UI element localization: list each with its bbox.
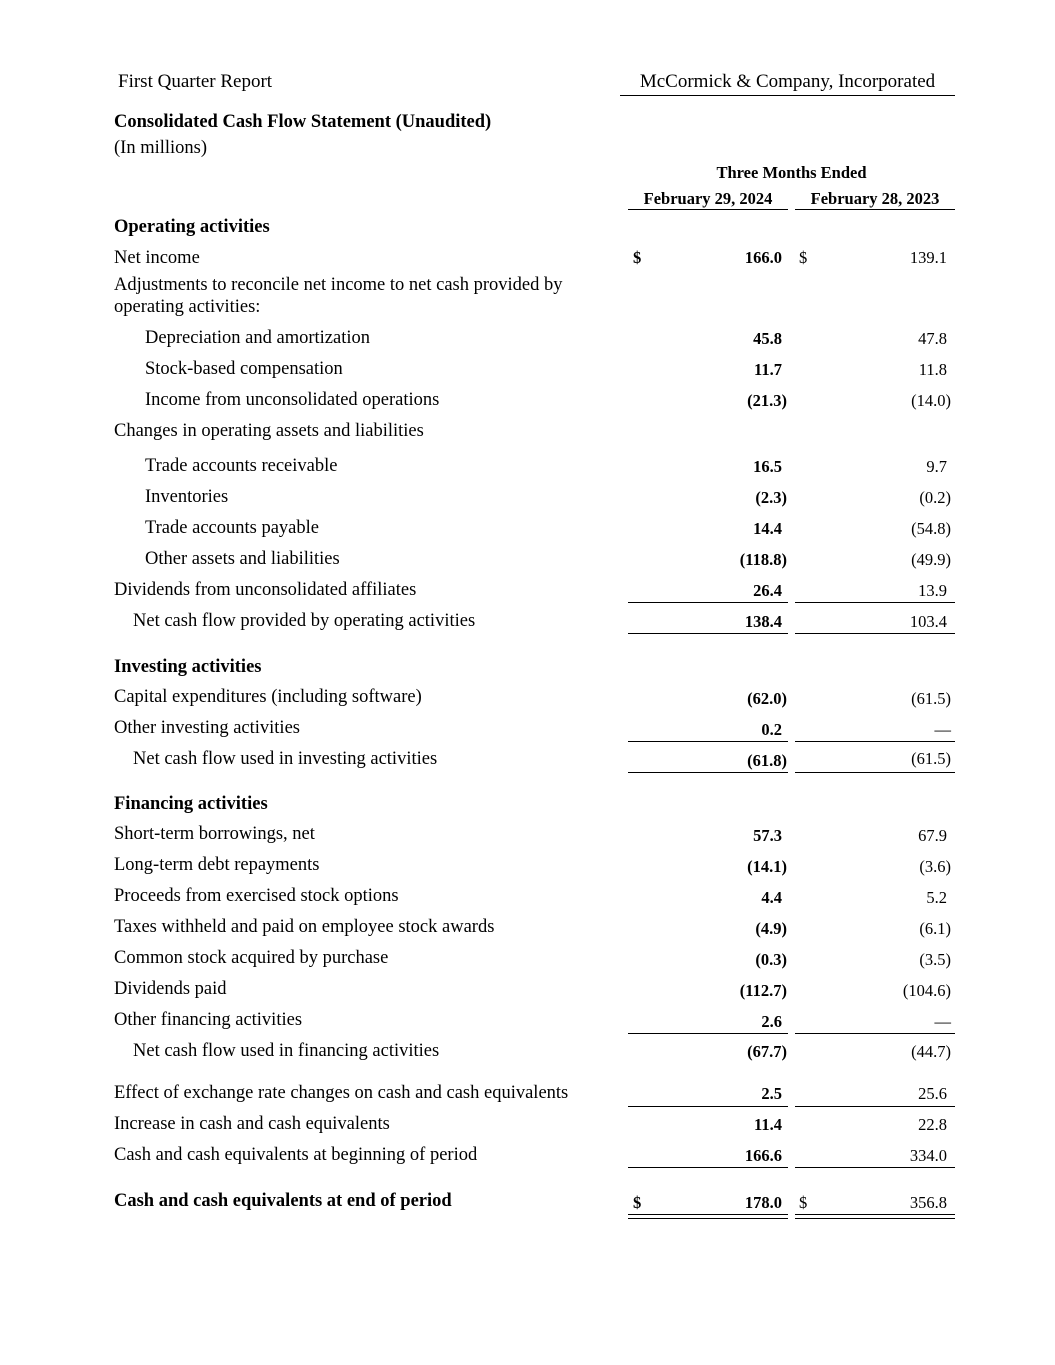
value-2024: (21.3) [747,391,787,410]
value-2023: 139.1 [909,248,947,267]
value-2023: 67.9 [918,826,947,845]
row-label: Income from unconsolidated operations [145,390,440,410]
row-label: Net cash flow used in financing activities [133,1041,440,1061]
row-label: Effect of exchange rate changes on cash and cash equivalents [114,1083,569,1103]
row-label: Net cash flow provided by operating activities [133,611,476,631]
row-label: Short-term borrowings, net [114,824,315,844]
row-label: Other investing activities [114,718,300,738]
currency-symbol: $ [633,1193,642,1212]
section-heading-investing: Investing activities [114,657,262,677]
subtotal-rule [795,1167,955,1168]
value-2024: 178.0 [744,1193,782,1212]
value-2023: (14.0) [911,391,951,410]
value-2023: (44.7) [911,1042,951,1061]
period-group-header: Three Months Ended [716,163,867,182]
value-2023: 5.2 [926,888,947,907]
value-2024: 0.2 [761,720,782,739]
row-label: Proceeds from exercised stock options [114,886,399,906]
value-2024: 11.7 [754,360,782,379]
row-label: Depreciation and amortization [145,328,370,348]
value-2023: 25.6 [918,1084,947,1103]
value-2024: (118.8) [739,550,787,569]
row-label: Trade accounts payable [145,518,319,538]
value-2023: (3.6) [919,857,951,876]
subtotal-rule [628,741,788,742]
total-rule [795,633,955,634]
column-header-2024: February 29, 2024 [643,189,773,208]
column-rule-2024 [628,209,788,210]
value-2024: (67.7) [747,1042,787,1061]
subtotal-rule [795,602,955,603]
value-2023: (3.5) [919,950,951,969]
adjustments-label: Adjustments to reconcile net income to net cash provided by [114,275,563,295]
statement-title: Consolidated Cash Flow Statement (Unaudited) [114,112,492,132]
subtotal-rule [795,741,955,742]
value-2024: 138.4 [744,612,782,631]
row-label: Taxes withheld and paid on employee stock awards [114,917,495,937]
total-rule [628,633,788,634]
value-2024: 57.3 [753,826,782,845]
subtotal-rule [628,1167,788,1168]
subtotal-rule [628,1033,788,1034]
row-label: Common stock acquired by purchase [114,948,389,968]
value-2024: (2.3) [755,488,787,507]
row-label: Inventories [145,487,229,507]
row-label: Other assets and liabilities [145,549,340,569]
statement-units: (In millions) [114,138,208,158]
value-2024: 11.4 [754,1115,782,1134]
column-header-2023: February 28, 2023 [810,189,940,208]
value-2023: 334.0 [909,1146,947,1165]
value-2024: 4.4 [761,888,782,907]
total-rule [795,772,955,773]
value-2023: (54.8) [911,519,951,538]
row-label: Capital expenditures (including software) [114,687,422,707]
value-2024: 45.8 [753,329,782,348]
value-2024: 14.4 [753,519,782,538]
value-2023: 11.8 [918,360,947,379]
value-2024: 166.0 [744,248,782,267]
value-2024: (4.9) [755,919,787,938]
currency-symbol: $ [633,248,642,267]
subtotal-rule [628,1106,788,1107]
value-2024: (14.1) [747,857,787,876]
section-heading-operating: Operating activities [114,217,270,237]
adjustments-label-continued: operating activities: [114,297,261,317]
value-2023: (104.6) [902,981,951,1000]
value-2024: 16.5 [753,457,782,476]
value-2023: — [934,1012,951,1031]
changes-label: Changes in operating assets and liabilities [114,421,424,441]
value-2023: (61.5) [911,749,951,768]
value-2024: 2.5 [761,1084,782,1103]
row-label: Stock-based compensation [145,359,343,379]
row-label: Net income [114,248,200,268]
subtotal-rule [628,602,788,603]
value-2024: 2.6 [761,1012,782,1031]
company-name: McCormick & Company, Incorporated [620,71,955,96]
value-2023: 9.7 [926,457,947,476]
subtotal-rule [795,1106,955,1107]
value-2024: 26.4 [753,581,782,600]
value-2024: (112.7) [739,981,787,1000]
column-rule-2023 [795,209,955,210]
value-2023: 47.8 [918,329,947,348]
value-2024: 166.6 [744,1146,782,1165]
total-rule [628,772,788,773]
report-name: First Quarter Report [118,71,273,92]
value-2023: (49.9) [911,550,951,569]
grand-total-double-rule [628,1214,788,1219]
row-label: Cash and cash equivalents at end of period [114,1191,452,1211]
currency-symbol: $ [799,248,808,267]
value-2024: (0.3) [755,950,787,969]
value-2024: (61.8) [747,751,787,770]
value-2023: (6.1) [919,919,951,938]
subtotal-rule [795,1033,955,1034]
row-label: Cash and cash equivalents at beginning of period [114,1145,478,1165]
value-2023: 103.4 [909,612,947,631]
value-2023: 22.8 [918,1115,947,1134]
row-label: Trade accounts receivable [145,456,338,476]
row-label: Dividends paid [114,979,227,999]
row-label: Increase in cash and cash equivalents [114,1114,390,1134]
value-2024: (62.0) [747,689,787,708]
value-2023: — [934,720,951,739]
row-label: Long-term debt repayments [114,855,320,875]
section-heading-financing: Financing activities [114,794,268,814]
value-2023: (0.2) [919,488,951,507]
row-label: Net cash flow used in investing activities [133,749,438,769]
value-2023: 13.9 [918,581,947,600]
row-label: Other financing activities [114,1010,303,1030]
grand-total-double-rule [795,1214,955,1219]
currency-symbol: $ [799,1193,808,1212]
row-label: Dividends from unconsolidated affiliates [114,580,417,600]
value-2023: 356.8 [909,1193,947,1212]
value-2023: (61.5) [911,689,951,708]
